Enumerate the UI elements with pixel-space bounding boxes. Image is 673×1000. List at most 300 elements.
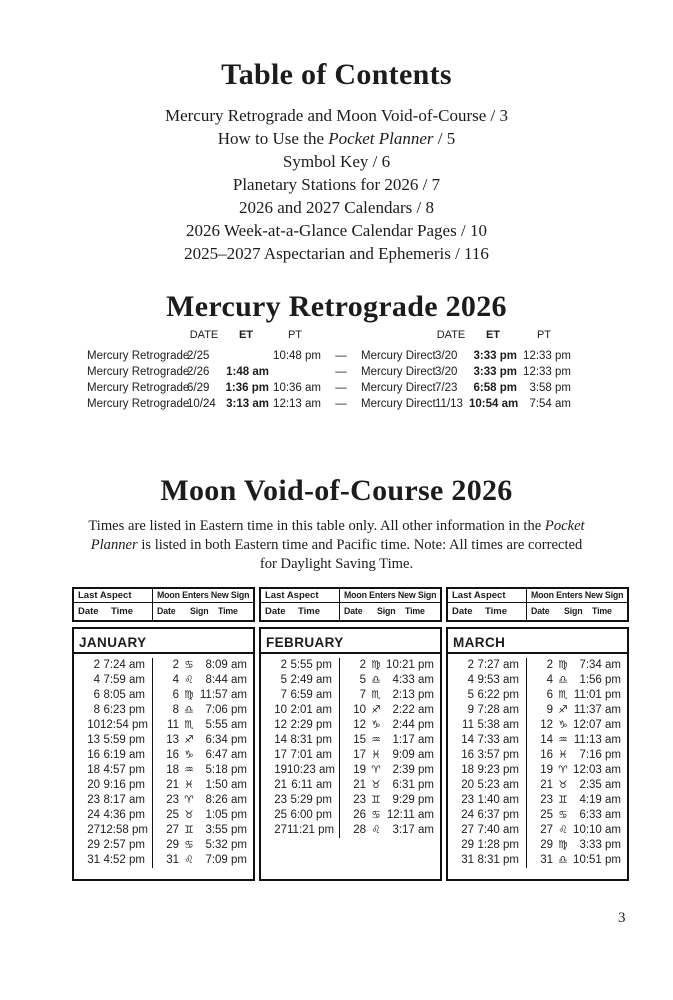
last-aspect-date: 2 xyxy=(467,659,474,671)
zodiac-cancer-icon: ♋ xyxy=(558,809,568,821)
zodiac-cancer-icon: ♋ xyxy=(184,659,194,671)
retrograde-et-time: 1:48 am xyxy=(226,366,269,378)
month-name: MARCH xyxy=(448,629,627,654)
dash-separator: — xyxy=(335,350,347,362)
moon-enters-date: 19 xyxy=(339,763,366,778)
last-aspect-time: 4:52 pm xyxy=(103,854,145,866)
last-aspect-date: 23 xyxy=(461,794,474,806)
last-aspect-time: 8:31 pm xyxy=(477,854,519,866)
last-aspect-date: 5 xyxy=(280,674,287,686)
toc-entry xyxy=(0,242,673,265)
moon-enters-time: 4:19 am xyxy=(579,794,621,806)
zodiac-virgo-icon: ♍ xyxy=(371,659,381,671)
last-aspect-date: 5 xyxy=(467,689,474,701)
voc-panel-body xyxy=(72,627,255,881)
last-aspect-time: 2:49 am xyxy=(290,674,332,686)
voc-rows xyxy=(448,654,627,868)
moon-enters-time: 1:17 am xyxy=(392,734,434,746)
zodiac-pisces-icon: ♓ xyxy=(184,779,194,791)
last-aspect-time: 9:16 pm xyxy=(103,779,145,791)
voc-panel-header xyxy=(72,587,255,622)
voc-row xyxy=(448,853,627,868)
moon-enters-date: 11 xyxy=(152,718,179,733)
direct-pt-time: 7:54 am xyxy=(529,398,571,410)
last-aspect-time: 4:36 pm xyxy=(103,809,145,821)
moon-enters-date: 17 xyxy=(339,748,366,763)
last-aspect-date: 20 xyxy=(87,779,100,791)
zodiac-pisces-icon: ♓ xyxy=(558,749,568,761)
date-sign-time-subheader: Date Sign Time xyxy=(526,603,627,620)
toc-entry xyxy=(0,104,673,127)
last-aspect-date: 24 xyxy=(87,809,100,821)
voc-row xyxy=(74,793,253,808)
et-header-right: ET xyxy=(485,329,501,341)
last-aspect-date: 2 xyxy=(93,659,100,671)
last-aspect-date: 8 xyxy=(93,704,100,716)
voc-row xyxy=(74,838,253,853)
moon-enters-date: 23 xyxy=(339,793,366,808)
last-aspect-time: 6:22 pm xyxy=(477,689,519,701)
voc-row xyxy=(448,823,627,838)
voc-row xyxy=(74,733,253,748)
moon-enters-date: 5 xyxy=(339,673,366,688)
last-aspect-date: 2 xyxy=(280,659,287,671)
voc-row xyxy=(74,778,253,793)
last-aspect-date: 24 xyxy=(461,809,474,821)
zodiac-taurus-icon: ♉ xyxy=(184,809,194,821)
zodiac-gemini-icon: ♊ xyxy=(184,824,194,836)
retrograde-pt-time: 10:48 pm xyxy=(273,350,321,362)
voc-row xyxy=(74,853,253,868)
zodiac-taurus-icon: ♉ xyxy=(371,779,381,791)
pt-header-left: PT xyxy=(287,329,303,341)
moon-enters-time: 7:09 pm xyxy=(205,854,247,866)
toc-entry-text: Planetary Stations for 2026 / 7 xyxy=(232,175,441,194)
zodiac-libra-icon: ♎ xyxy=(558,854,568,866)
voc-row xyxy=(448,778,627,793)
voc-row xyxy=(261,778,440,793)
moon-enters-header: Moon Enters New Sign xyxy=(339,589,440,603)
retrograde-pt-time: 10:36 am xyxy=(273,382,321,394)
zodiac-pisces-icon: ♓ xyxy=(371,749,381,761)
moon-enters-time: 5:55 am xyxy=(205,719,247,731)
last-aspect-time: 5:29 pm xyxy=(290,794,332,806)
moon-enters-time: 12:11 am xyxy=(386,809,434,821)
voc-row xyxy=(261,658,440,673)
voc-note-text: Times are listed in Eastern time in this table only. All other information in the xyxy=(88,518,545,534)
mercury-table-row xyxy=(87,364,571,380)
moon-enters-time: 1:50 am xyxy=(205,779,247,791)
voc-row xyxy=(448,763,627,778)
moon-enters-date: 16 xyxy=(152,748,179,763)
voc-row xyxy=(448,703,627,718)
et-header-left: ET xyxy=(238,329,254,341)
moon-enters-date: 27 xyxy=(526,823,553,838)
last-aspect-time: 7:01 am xyxy=(290,749,332,761)
mercury-table-body xyxy=(87,348,571,412)
voc-row xyxy=(74,658,253,673)
zodiac-leo-icon: ♌ xyxy=(184,854,194,866)
direct-et-time: 3:33 pm xyxy=(473,366,517,378)
toc-entry-text: / 5 xyxy=(433,129,456,148)
last-aspect-date: 31 xyxy=(87,854,100,866)
moon-enters-date: 13 xyxy=(152,733,179,748)
moon-enters-date: 27 xyxy=(152,823,179,838)
retrograde-label: Mercury Retrograde xyxy=(87,350,190,362)
last-aspect-time: 6:59 am xyxy=(290,689,332,701)
zodiac-scorpio-icon: ♏ xyxy=(558,689,568,701)
zodiac-aries-icon: ♈ xyxy=(371,764,381,776)
last-aspect-date: 29 xyxy=(87,839,100,851)
last-aspect-date: 18 xyxy=(87,764,100,776)
voc-row xyxy=(261,733,440,748)
retrograde-et-time: 1:36 pm xyxy=(225,382,269,394)
zodiac-scorpio-icon: ♏ xyxy=(371,689,381,701)
moon-enters-time: 2:22 am xyxy=(392,704,434,716)
retrograde-pt-time: 12:13 am xyxy=(273,398,321,410)
last-aspect-date: 4 xyxy=(467,674,474,686)
moon-enters-time: 1:56 pm xyxy=(579,674,621,686)
last-aspect-header: Last Aspect xyxy=(74,589,152,603)
moon-enters-date: 12 xyxy=(339,718,366,733)
last-aspect-time: 8:05 am xyxy=(103,689,145,701)
voc-row xyxy=(261,748,440,763)
voc-row xyxy=(261,703,440,718)
moon-enters-date: 21 xyxy=(526,778,553,793)
last-aspect-date: 16 xyxy=(87,749,100,761)
voc-row xyxy=(448,688,627,703)
moon-enters-date: 31 xyxy=(152,853,179,868)
moon-enters-date: 23 xyxy=(152,793,179,808)
moon-enters-time: 6:47 am xyxy=(205,749,247,761)
voc-row xyxy=(448,658,627,673)
moon-enters-time: 10:10 am xyxy=(573,824,621,836)
mercury-table-row xyxy=(87,348,571,364)
direct-et-time: 3:33 pm xyxy=(473,350,517,362)
last-aspect-date: 13 xyxy=(87,734,100,746)
retrograde-et-time: 3:13 am xyxy=(226,398,269,410)
retrograde-date: 2/26 xyxy=(187,366,210,378)
direct-label: Mercury Direct xyxy=(361,382,436,394)
mercury-table-row xyxy=(87,380,571,396)
retrograde-label: Mercury Retrograde xyxy=(87,382,190,394)
last-aspect-time: 7:40 am xyxy=(477,824,519,836)
moon-enters-time: 11:57 am xyxy=(199,689,247,701)
last-aspect-time: 6:00 pm xyxy=(290,809,332,821)
voc-row xyxy=(261,793,440,808)
zodiac-cancer-icon: ♋ xyxy=(371,809,381,821)
zodiac-taurus-icon: ♉ xyxy=(558,779,568,791)
moon-enters-date: 10 xyxy=(339,703,366,718)
date-sign-time-subheader: Date Sign Time xyxy=(339,603,440,620)
zodiac-scorpio-icon: ♏ xyxy=(184,719,194,731)
voc-row xyxy=(74,718,253,733)
moon-enters-time: 11:37 am xyxy=(573,704,621,716)
retrograde-date: 6/29 xyxy=(187,382,210,394)
last-aspect-date: 19 xyxy=(274,764,287,776)
direct-label: Mercury Direct xyxy=(361,350,436,362)
moon-enters-time: 5:18 pm xyxy=(205,764,247,776)
moon-enters-time: 9:09 am xyxy=(392,749,434,761)
voc-panel-header xyxy=(259,587,442,622)
last-aspect-time: 12:54 pm xyxy=(100,719,148,731)
voc-row xyxy=(74,673,253,688)
zodiac-capricorn-icon: ♑ xyxy=(184,749,194,761)
last-aspect-time: 8:17 am xyxy=(103,794,145,806)
last-aspect-date: 31 xyxy=(461,854,474,866)
last-aspect-time: 11:21 pm xyxy=(287,824,335,836)
zodiac-gemini-icon: ♊ xyxy=(558,794,568,806)
last-aspect-time: 9:53 am xyxy=(477,674,519,686)
moon-enters-time: 3:17 am xyxy=(392,824,434,836)
moon-enters-time: 11:01 pm xyxy=(573,689,621,701)
voc-row xyxy=(74,748,253,763)
toc-entry-text: 2025–2027 Aspectarian and Ephemeris / 116 xyxy=(184,244,489,263)
moon-enters-date: 21 xyxy=(339,778,366,793)
moon-enters-date: 16 xyxy=(526,748,553,763)
toc-entry-text: How to Use the xyxy=(217,129,329,148)
zodiac-sagittarius-icon: ♐ xyxy=(371,704,381,716)
mercury-table-row xyxy=(87,396,571,412)
voc-row xyxy=(448,673,627,688)
moon-enters-time: 6:33 am xyxy=(579,809,621,821)
moon-enters-date: 6 xyxy=(152,688,179,703)
toc-entry-text: Symbol Key / 6 xyxy=(282,152,391,171)
mercury-table-header xyxy=(87,327,571,343)
moon-enters-date: 23 xyxy=(526,793,553,808)
last-aspect-date: 10 xyxy=(274,704,287,716)
moon-enters-header: Moon Enters New Sign xyxy=(152,589,253,603)
moon-enters-date: 19 xyxy=(526,763,553,778)
zodiac-aquarius-icon: ♒ xyxy=(558,734,568,746)
moon-enters-date: 2 xyxy=(339,658,366,673)
zodiac-aquarius-icon: ♒ xyxy=(371,734,381,746)
moon-enters-date: 25 xyxy=(526,808,553,823)
moon-enters-time: 5:32 pm xyxy=(205,839,247,851)
last-aspect-date: 27 xyxy=(87,824,100,836)
moon-enters-date: 21 xyxy=(152,778,179,793)
last-aspect-date: 14 xyxy=(461,734,474,746)
last-aspect-time: 2:29 pm xyxy=(290,719,332,731)
toc-entry-text: Mercury Retrograde and Moon Void-of-Course / 3 xyxy=(164,106,509,125)
retrograde-date: 10/24 xyxy=(187,398,216,410)
moon-enters-date: 2 xyxy=(152,658,179,673)
last-aspect-time: 5:38 am xyxy=(477,719,519,731)
zodiac-sagittarius-icon: ♐ xyxy=(184,734,194,746)
voc-rows xyxy=(261,654,440,838)
pt-header-right: PT xyxy=(536,329,552,341)
moon-enters-date: 14 xyxy=(526,733,553,748)
last-aspect-date: 9 xyxy=(467,704,474,716)
last-aspect-time: 4:57 pm xyxy=(103,764,145,776)
moon-enters-date: 9 xyxy=(526,703,553,718)
last-aspect-time: 12:58 pm xyxy=(100,824,148,836)
toc-entry-text: 2026 Week-at-a-Glance Calendar Pages / 10 xyxy=(186,221,487,240)
date-sign-time-subheader: Date Sign Time xyxy=(152,603,253,620)
last-aspect-time: 5:55 pm xyxy=(290,659,332,671)
voc-row xyxy=(261,688,440,703)
moon-enters-date: 8 xyxy=(152,703,179,718)
zodiac-leo-icon: ♌ xyxy=(558,824,568,836)
last-aspect-date: 27 xyxy=(461,824,474,836)
moon-enters-time: 6:34 pm xyxy=(205,734,247,746)
last-aspect-time: 6:19 am xyxy=(103,749,145,761)
zodiac-virgo-icon: ♍ xyxy=(184,689,194,701)
zodiac-aries-icon: ♈ xyxy=(558,764,568,776)
last-aspect-date: 7 xyxy=(280,689,287,701)
last-aspect-time: 2:57 pm xyxy=(103,839,145,851)
date-time-subheader: Date Time xyxy=(452,605,508,617)
moon-enters-date: 31 xyxy=(526,853,553,868)
toc-entry xyxy=(0,219,673,242)
dash-separator: — xyxy=(335,382,347,394)
voc-note-text: is listed in both Eastern time and Pacific time. Note: All times are corrected for Daylight Saving Time. xyxy=(137,537,583,572)
moon-enters-date: 25 xyxy=(152,808,179,823)
page-number: 3 xyxy=(618,910,626,926)
last-aspect-date: 21 xyxy=(274,779,287,791)
voc-row xyxy=(448,793,627,808)
voc-note xyxy=(81,517,593,574)
toc-entry-italic-text: Pocket Planner xyxy=(328,129,434,148)
last-aspect-date: 11 xyxy=(462,719,474,731)
last-aspect-date: 12 xyxy=(274,719,287,731)
last-aspect-date: 6 xyxy=(93,689,100,701)
retrograde-label: Mercury Retrograde xyxy=(87,366,190,378)
moon-enters-time: 7:34 am xyxy=(579,659,621,671)
moon-enters-time: 2:44 pm xyxy=(392,719,434,731)
moon-enters-time: 12:07 am xyxy=(573,719,621,731)
mercury-retrograde-title: Mercury Retrograde 2026 xyxy=(166,290,507,323)
moon-enters-date: 28 xyxy=(339,823,366,838)
last-aspect-date: 14 xyxy=(274,734,287,746)
last-aspect-date: 23 xyxy=(274,794,287,806)
voc-row xyxy=(74,703,253,718)
voc-row xyxy=(261,718,440,733)
zodiac-cancer-icon: ♋ xyxy=(184,839,194,851)
zodiac-sagittarius-icon: ♐ xyxy=(558,704,568,716)
last-aspect-time: 6:37 pm xyxy=(477,809,519,821)
voc-row xyxy=(74,808,253,823)
last-aspect-time: 2:01 am xyxy=(290,704,332,716)
date-header-left: DATE xyxy=(189,329,219,341)
zodiac-aquarius-icon: ♒ xyxy=(184,764,194,776)
zodiac-virgo-icon: ♍ xyxy=(558,839,568,851)
voc-panel-body xyxy=(259,627,442,881)
moon-enters-date: 15 xyxy=(339,733,366,748)
last-aspect-date: 20 xyxy=(461,779,474,791)
moon-enters-time: 9:29 pm xyxy=(392,794,434,806)
zodiac-aries-icon: ♈ xyxy=(184,794,194,806)
voc-row xyxy=(448,808,627,823)
moon-enters-time: 2:35 am xyxy=(579,779,621,791)
voc-note-italic: Pocket Planner xyxy=(90,518,585,553)
retrograde-date: 2/25 xyxy=(187,350,210,362)
zodiac-leo-icon: ♌ xyxy=(184,674,194,686)
direct-et-time: 10:54 am xyxy=(469,398,519,410)
voc-row xyxy=(448,733,627,748)
voc-month-panel-march xyxy=(446,587,629,881)
voc-month-panel-february xyxy=(259,587,442,881)
toc-entry-text: 2026 and 2027 Calendars / 8 xyxy=(239,198,434,217)
date-time-subheader: Date Time xyxy=(78,605,134,617)
voc-row xyxy=(261,763,440,778)
voc-month-panel-january xyxy=(72,587,255,881)
moon-enters-time: 2:13 pm xyxy=(392,689,434,701)
voc-panel-header xyxy=(446,587,629,622)
moon-enters-time: 12:03 am xyxy=(573,764,621,776)
moon-enters-date: 4 xyxy=(152,673,179,688)
zodiac-leo-icon: ♌ xyxy=(371,824,381,836)
moon-enters-date: 2 xyxy=(526,658,553,673)
voc-row xyxy=(261,823,440,838)
moon-enters-time: 8:09 am xyxy=(205,659,247,671)
zodiac-libra-icon: ♎ xyxy=(371,674,381,686)
last-aspect-time: 7:27 am xyxy=(477,659,519,671)
moon-enters-time: 6:31 pm xyxy=(392,779,434,791)
last-aspect-time: 1:40 am xyxy=(477,794,519,806)
moon-enters-time: 3:33 pm xyxy=(579,839,621,851)
moon-enters-time: 2:39 pm xyxy=(392,764,434,776)
last-aspect-date: 17 xyxy=(274,749,287,761)
last-aspect-date: 18 xyxy=(461,764,474,776)
moon-enters-time: 3:55 pm xyxy=(205,824,247,836)
moon-enters-date: 29 xyxy=(152,838,179,853)
last-aspect-header: Last Aspect xyxy=(448,589,526,603)
last-aspect-time: 6:23 pm xyxy=(103,704,145,716)
voc-row xyxy=(74,688,253,703)
last-aspect-time: 10:23 am xyxy=(287,764,335,776)
zodiac-virgo-icon: ♍ xyxy=(558,659,568,671)
last-aspect-date: 23 xyxy=(87,794,100,806)
moon-enters-time: 8:26 am xyxy=(205,794,247,806)
last-aspect-time: 3:57 pm xyxy=(477,749,519,761)
mercury-retrograde-table xyxy=(87,327,571,412)
moon-enters-time: 11:13 am xyxy=(573,734,621,746)
moon-enters-time: 1:05 pm xyxy=(205,809,247,821)
date-header-right: DATE xyxy=(436,329,466,341)
voc-row xyxy=(261,673,440,688)
direct-date: 3/20 xyxy=(435,366,458,378)
last-aspect-time: 7:59 am xyxy=(103,674,145,686)
moon-enters-time: 10:51 pm xyxy=(573,854,621,866)
voc-row xyxy=(448,718,627,733)
zodiac-gemini-icon: ♊ xyxy=(371,794,381,806)
moon-enters-header: Moon Enters New Sign xyxy=(526,589,627,603)
direct-date: 3/20 xyxy=(435,350,458,362)
direct-label: Mercury Direct xyxy=(361,398,436,410)
dash-separator: — xyxy=(335,398,347,410)
date-time-subheader: Date Time xyxy=(265,605,321,617)
toc-list xyxy=(0,104,673,265)
last-aspect-date: 25 xyxy=(274,809,287,821)
last-aspect-time: 7:28 am xyxy=(477,704,519,716)
moon-enters-time: 8:44 am xyxy=(205,674,247,686)
zodiac-libra-icon: ♎ xyxy=(184,704,194,716)
zodiac-capricorn-icon: ♑ xyxy=(558,719,568,731)
month-name: JANUARY xyxy=(74,629,253,654)
direct-pt-time: 3:58 pm xyxy=(529,382,571,394)
toc-entry xyxy=(0,127,673,150)
month-name: FEBRUARY xyxy=(261,629,440,654)
moon-enters-date: 18 xyxy=(152,763,179,778)
voc-panel-body xyxy=(446,627,629,881)
toc-entry xyxy=(0,196,673,219)
last-aspect-time: 8:31 pm xyxy=(290,734,332,746)
moon-enters-time: 10:21 pm xyxy=(386,659,434,671)
voc-table xyxy=(72,587,629,881)
moon-enters-date: 26 xyxy=(339,808,366,823)
moon-enters-date: 7 xyxy=(339,688,366,703)
